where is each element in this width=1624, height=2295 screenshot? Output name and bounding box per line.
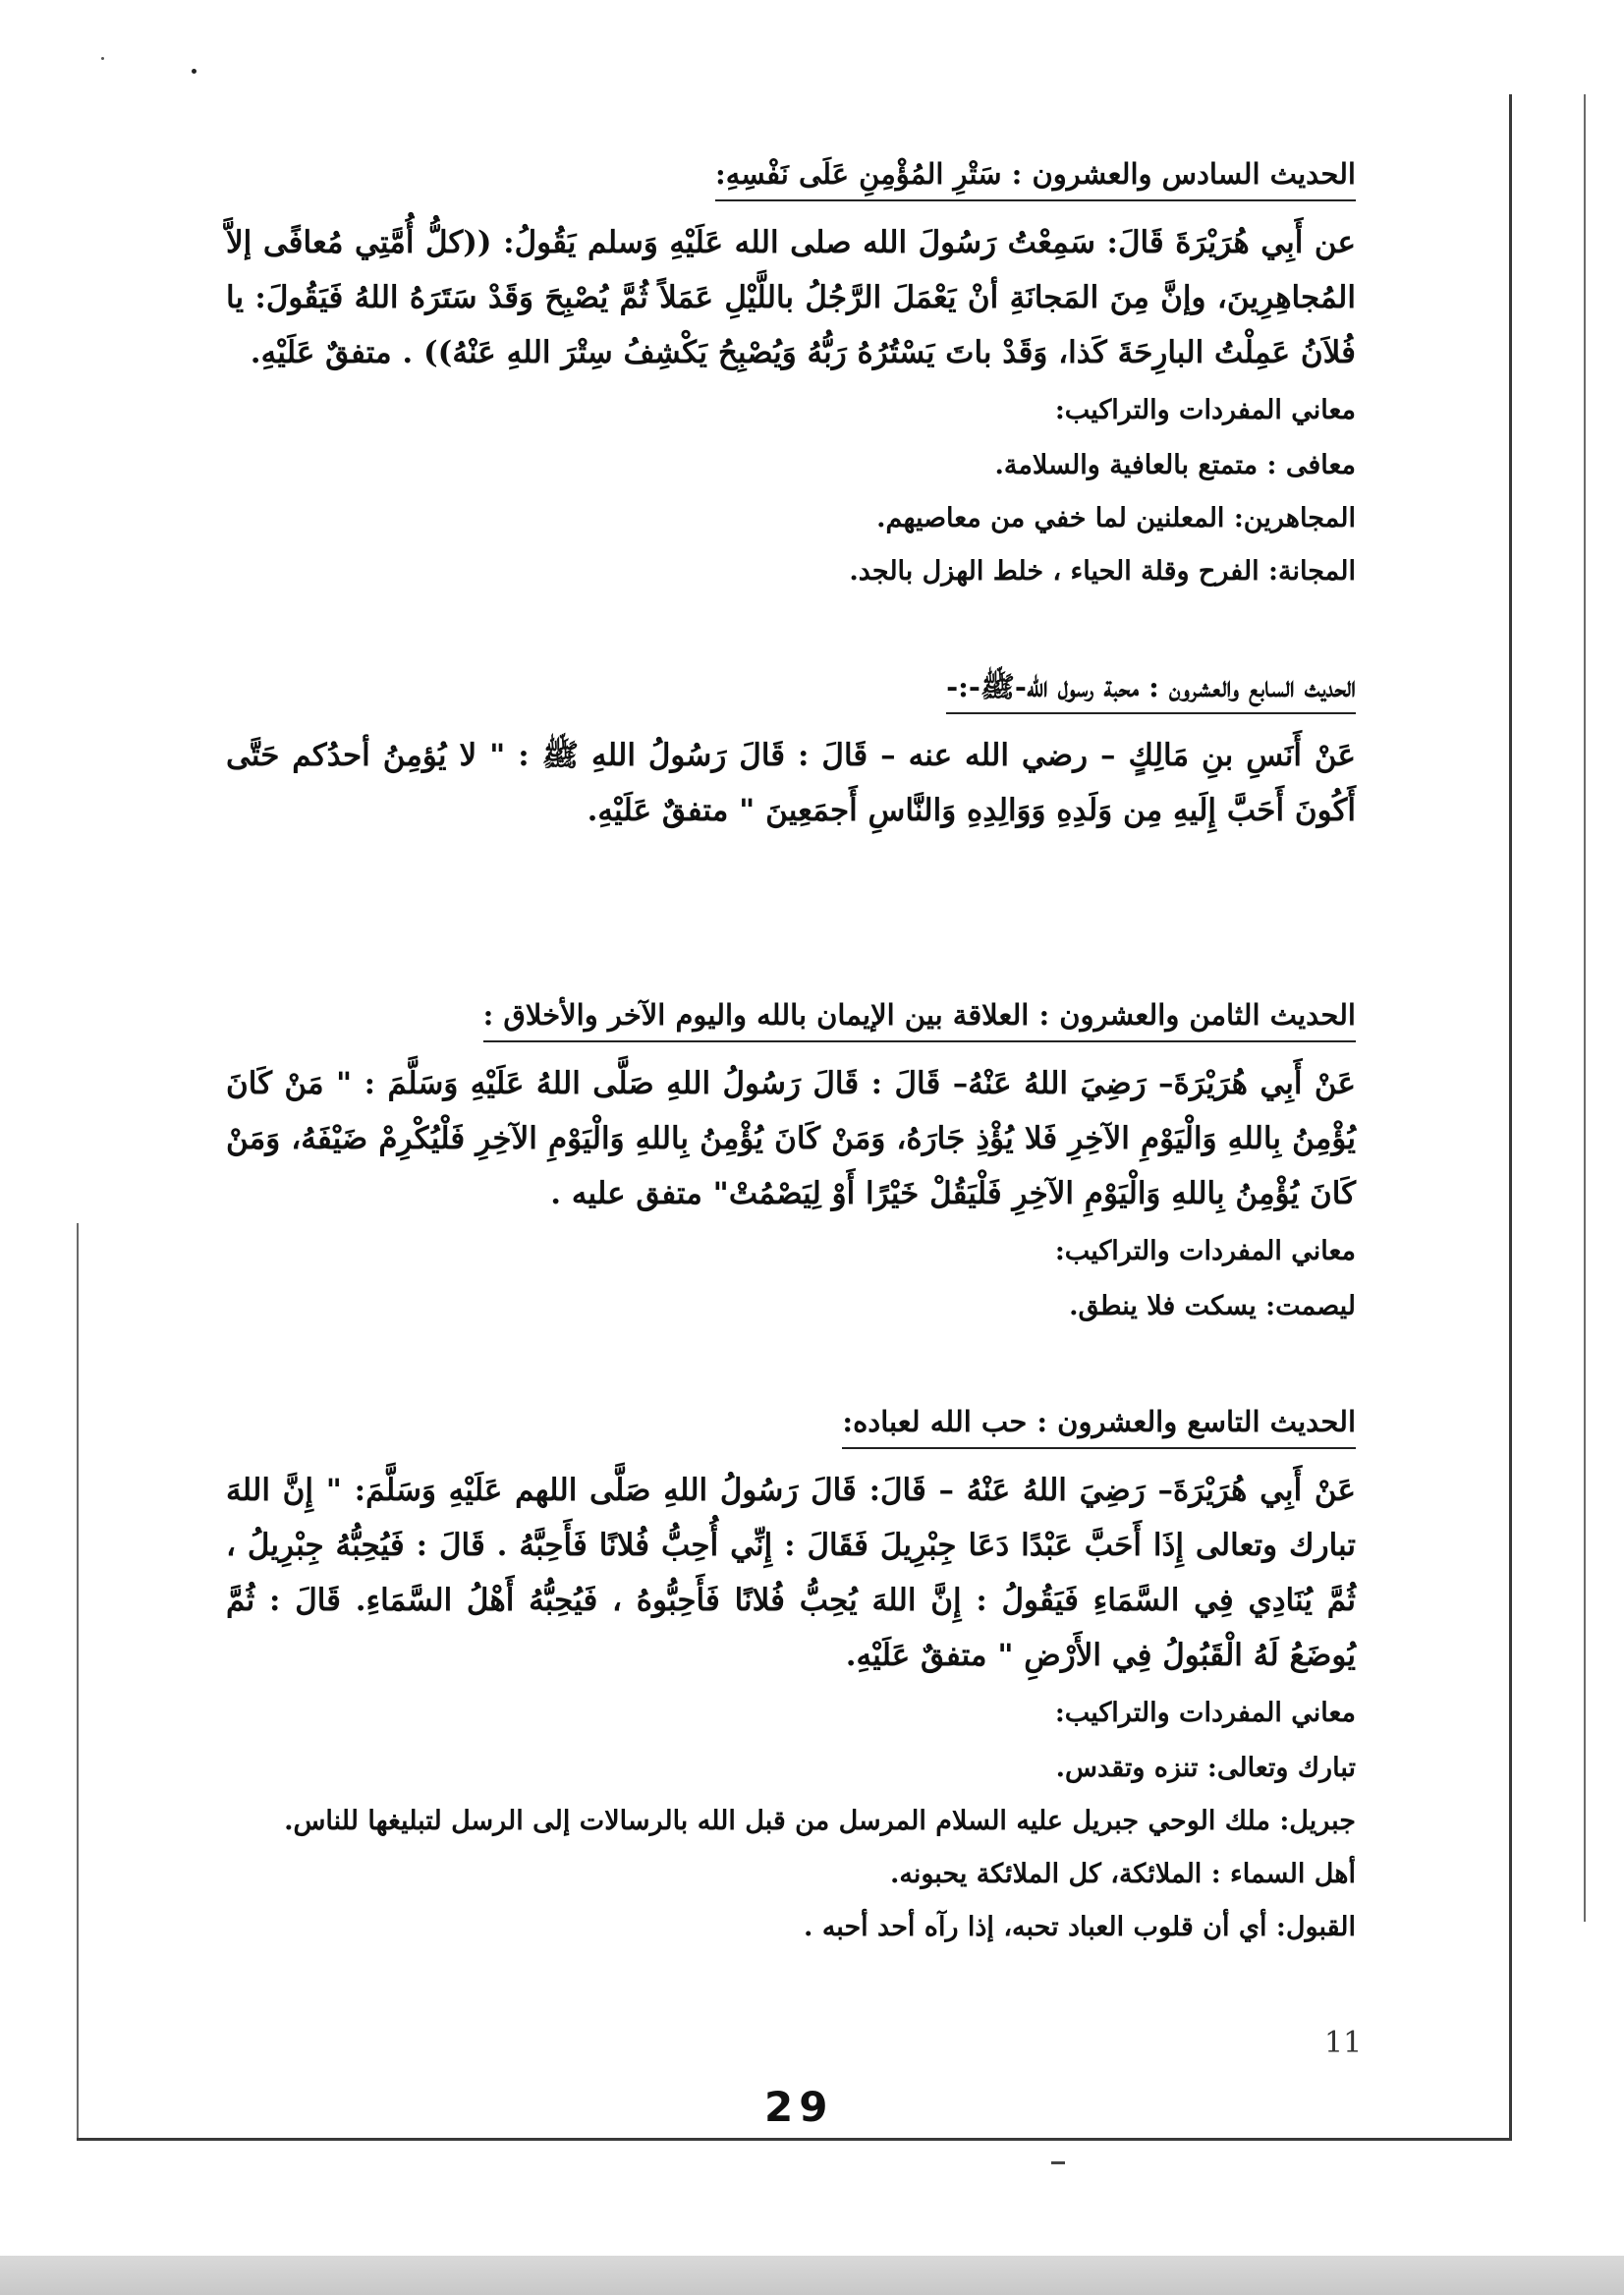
spacer — [226, 905, 1356, 993]
vocab-title: معاني المفردات والتراكيب: — [1054, 1236, 1356, 1266]
page-border-outer — [1584, 94, 1586, 1922]
hadith-text: عن أَبِي هُرَيْرَةَ قَالَ: سَمِعْتُ رَسُولَ الله صلى الله عَلَيْهِ وَسلم يَقُولُ: ((كلُّ أُمَّتِي مُعافًى إلاَّ المُجاهِرِينَ، وإنَّ مِنَ المَجانَةِ أنْ يَعْمَلَ الرَّجُلُ باللَّيْلِ عَمَلاً ثُمَّ يُصْبِحَ وَقَدْ سَتَرَهُ اللهُ فَيَقُولَ: يا فُلاَنُ عَمِلْتُ البارِحَةَ كَذا، وَقَدْ باتَ يَسْتُرُهُ رَبُّهُ وَيُصْبِحُ يَكْشِفُ سِتْرَ اللهِ عَنْهُ)) . متفقٌ عَلَيْهِ. — [226, 225, 1356, 370]
page-border-right — [1509, 94, 1512, 2138]
vocab-title: معاني المفردات والتراكيب: — [1054, 1698, 1356, 1728]
hadith-section-29 — [226, 1400, 1356, 1954]
page-border-left — [77, 1223, 79, 2140]
scan-speck — [192, 69, 196, 74]
hadith-section-27 — [226, 665, 1356, 838]
section-heading: الحديث السابع والعشرون : محبة رسول الله-ﷺ-:- — [946, 665, 1356, 714]
scan-speck — [101, 57, 104, 60]
page-number: 11 — [1324, 2026, 1363, 2060]
document-body — [226, 152, 1356, 2021]
hadith-section-26 — [226, 152, 1356, 598]
section-heading: الحديث السادس والعشرون : سَتْرِ المُؤْمِنِ عَلَى نَفْسِهِ: — [715, 152, 1356, 201]
scan-mark — [1051, 2161, 1065, 2164]
handwritten-page-number: 29 — [764, 2083, 834, 2131]
definition: تبارك وتعالى: تنزه وتقدس. — [1055, 1753, 1356, 1783]
definition: أهل السماء : الملائكة، كل الملائكة يحبونه. — [889, 1859, 1356, 1889]
hadith-section-28 — [226, 993, 1356, 1333]
definition: جبريل: ملك الوحي جبريل عليه السلام المرسل من قبل الله بالرسالات إلى الرسل لتبليغها للناس. — [284, 1806, 1356, 1836]
page-border-bottom — [77, 2138, 1512, 2141]
definition: المجاهرين: المعلنين لما خفي من معاصيهم. — [876, 503, 1356, 533]
definition: المجانة: الفرح وقلة الحياء ، خلط الهزل بالجد. — [849, 556, 1356, 587]
definition: ليصمت: يسكت فلا ينطق. — [1069, 1291, 1356, 1321]
section-heading: الحديث التاسع والعشرون : حب الله لعباده: — [842, 1400, 1356, 1449]
section-heading: الحديث الثامن والعشرون : العلاقة بين الإيمان بالله واليوم الآخر والأخلاق : — [483, 993, 1356, 1042]
vocab-title: معاني المفردات والتراكيب: — [1054, 395, 1356, 425]
hadith-text: عَنْ أَبِي هُرَيْرَةَ– رَضِيَ اللهُ عَنْهُ– قَالَ : قَالَ رَسُولُ اللهِ صَلَّى اللهُ عَلَيْهِ وَسَلَّمَ : " مَنْ كَانَ يُؤْمِنُ بِاللهِ وَالْيَوْمِ الآخِرِ فَلا يُؤْذِ جَارَهُ، وَمَنْ كَانَ يُؤْمِنُ بِاللهِ وَالْيَوْمِ الآخِرِ فَلْيُكْرِمْ ضَيْفَهُ، وَمَنْ كَانَ يُؤْمِنُ بِاللهِ وَالْيَوْمِ الآخِرِ فَلْيَقُلْ خَيْرًا أَوْ لِيَصْمُتْ" متفق عليه . — [226, 1066, 1356, 1211]
hadith-text: عَنْ أَنَسِ بنِ مَالِكٍ – رضي الله عنه – قَالَ : قَالَ رَسُولُ اللهِ ﷺ : " لا يُؤمِنُ أحدُكم حَتَّى أَكُونَ أَحَبَّ إِلَيهِ مِن وَلَدِهِ وَوَالِدِهِ وَالنَّاسِ أَجمَعِينَ " متفقٌ عَلَيْهِ. — [226, 738, 1356, 828]
scan-edge — [0, 2256, 1624, 2295]
definition: القبول: أي أن قلوب العباد تحبه، إذا رآه أحد أحبه . — [804, 1912, 1356, 1942]
hadith-text: عَنْ أَبِي هُرَيْرَةَ– رَضِيَ اللهُ عَنْهُ – قَالَ: قَالَ رَسُولُ اللهِ صَلَّى اللهم عَلَيْهِ وَسَلَّمَ: " إِنَّ اللهَ تبارك وتعالى إِذَا أَحَبَّ عَبْدًا دَعَا جِبْرِيلَ فَقَالَ : إِنِّي أُحِبُّ فُلانًا فَأَحِبَّهُ . قَالَ : فَيُحِبُّهُ جِبْرِيلُ ، ثُمَّ يُنَادِي فِي السَّمَاءِ فَيَقُولُ : إِنَّ اللهَ يُحِبُّ فُلانًا فَأَحِبُّوهُ ، فَيُحِبُّهُ أَهْلُ السَّمَاءِ. قَالَ : ثُمَّ يُوضَعُ لَهُ الْقَبُولُ فِي الأَرْضِ " متفقٌ عَلَيْهِ. — [226, 1473, 1356, 1673]
definition: معافى : متمتع بالعافية والسلامة. — [994, 450, 1356, 480]
